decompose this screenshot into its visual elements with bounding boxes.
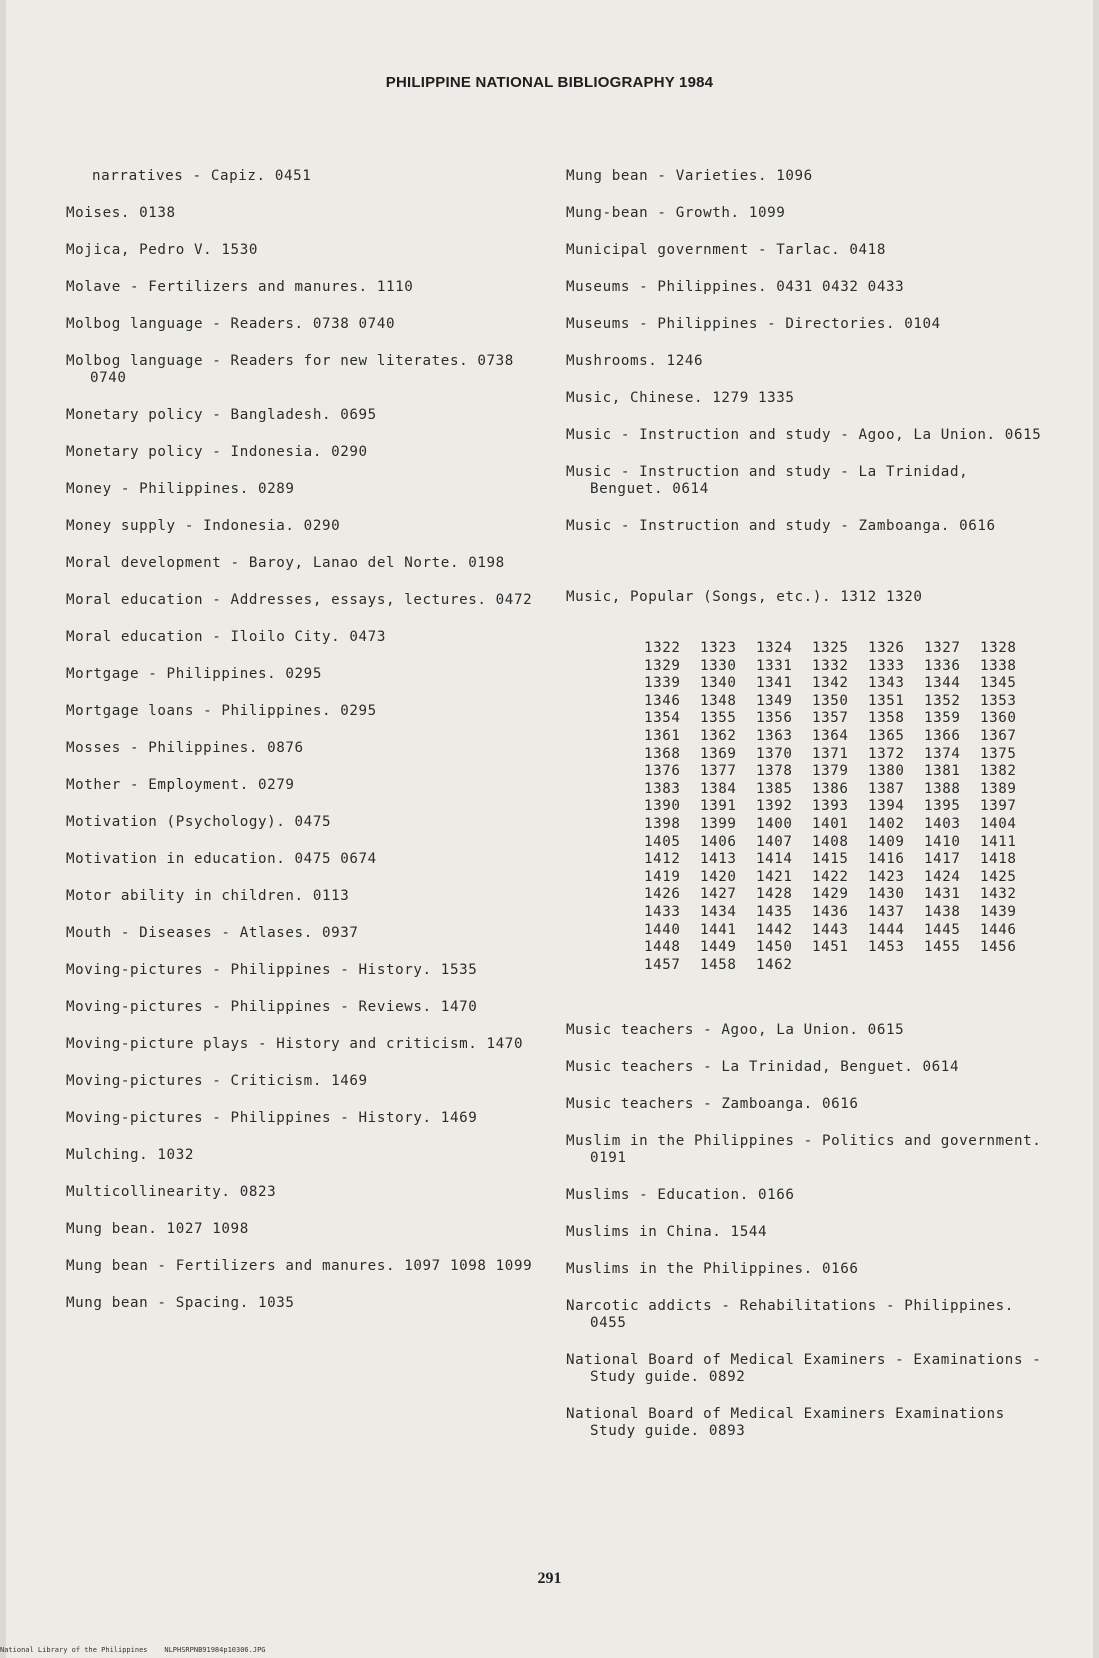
right-column: [566, 168, 1051, 1460]
index-entry: Music, Chinese. 1279 1335: [566, 390, 795, 406]
entry-number: 1338: [980, 657, 1017, 674]
entry-number: 1418: [980, 851, 1017, 868]
entry-number: 1353: [980, 692, 1017, 709]
entry-number: 1407: [756, 833, 793, 850]
entry-number: 1384: [700, 780, 737, 797]
music-popular-heading: Music, Popular (Songs, etc.). 1312 1320: [566, 589, 923, 605]
entry-number: 1345: [980, 675, 1017, 692]
index-entry: Mortgage loans - Philippines. 0295: [66, 703, 377, 719]
index-entry: Moral education - Iloilo City. 0473: [66, 629, 386, 645]
entry-number: 1449: [700, 939, 737, 956]
index-entry: Moving-pictures - Philippines - History. 1535: [66, 962, 478, 978]
number-row: [644, 886, 1046, 904]
entry-number: 1416: [868, 851, 905, 868]
right-page-edge: [1093, 0, 1099, 1658]
number-row: [644, 763, 1046, 781]
entry-number: 1361: [644, 727, 681, 744]
entry-number: 1446: [980, 921, 1017, 938]
entry-number: 1342: [812, 675, 849, 692]
entry-number: 1405: [644, 833, 681, 850]
page-title: PHILIPPINE NATIONAL BIBLIOGRAPHY 1984: [385, 74, 714, 91]
entry-number: 1341: [756, 675, 793, 692]
entry-number: 1323: [700, 640, 737, 656]
number-row: [644, 851, 1046, 869]
entry-number: 1346: [644, 692, 681, 709]
entry-number: 1440: [644, 921, 681, 938]
index-entry: Motivation in education. 0475 0674: [66, 851, 377, 867]
entry-number: 1348: [700, 692, 737, 709]
entry-number: 1370: [756, 745, 793, 762]
entry-number: 1421: [756, 868, 793, 885]
entry-number: 1420: [700, 868, 737, 885]
music-popular-numbers: [644, 640, 1046, 974]
entry-number: 1397: [980, 798, 1017, 815]
number-row: [644, 781, 1046, 799]
entry-number: 1451: [812, 939, 849, 956]
entry-number: 1393: [812, 798, 849, 815]
entry-number: 1441: [700, 921, 737, 938]
entry-number: 1453: [868, 939, 905, 956]
entry-number: 1383: [644, 780, 681, 797]
entry-number: 1403: [924, 815, 961, 832]
entry-number: 1377: [700, 763, 737, 780]
index-entry: narratives - Capiz. 0451: [92, 168, 312, 184]
entry-number: 1430: [868, 886, 905, 903]
number-row: [644, 728, 1046, 746]
entry-number: 1331: [756, 657, 793, 674]
entry-number: 1462: [756, 956, 793, 973]
entry-number: 1427: [700, 886, 737, 903]
index-entry: Monetary policy - Indonesia. 0290: [66, 444, 368, 460]
entry-number: 1382: [980, 763, 1017, 780]
entry-number: 1367: [980, 727, 1017, 744]
index-entry: Narcotic addicts - Rehabilitations - Philippines. 0455: [566, 1298, 1024, 1332]
entry-number: 1380: [868, 763, 905, 780]
entry-number: 1363: [756, 727, 793, 744]
entry-number: 1424: [924, 868, 961, 885]
index-entry: Mung bean - Spacing. 1035: [66, 1295, 295, 1311]
index-entry: Motor ability in children. 0113: [66, 888, 350, 904]
entry-number: 1371: [812, 745, 849, 762]
index-entry: Muslims - Education. 0166: [566, 1187, 795, 1204]
page-number: 291: [537, 1570, 562, 1587]
index-entry: Muslims in China. 1544: [566, 1224, 768, 1241]
entry-number: 1414: [756, 851, 793, 868]
entry-number: 1365: [868, 727, 905, 744]
entry-number: 1336: [924, 657, 961, 674]
entry-number: 1402: [868, 815, 905, 832]
entry-number: 1408: [812, 833, 849, 850]
entry-number: 1422: [812, 868, 849, 885]
entry-number: 1426: [644, 886, 681, 903]
number-row: [644, 658, 1046, 676]
entry-number: 1332: [812, 657, 849, 674]
entry-number: 1435: [756, 903, 793, 920]
entry-number: 1333: [868, 657, 905, 674]
index-entry: Municipal government - Tarlac. 0418: [566, 242, 886, 258]
index-entry: Music teachers - Zamboanga. 0616: [566, 1096, 859, 1113]
index-entry: Mosses - Philippines. 0876: [66, 740, 304, 756]
index-entry: Muslim in the Philippines - Politics and government. 0191: [566, 1133, 1051, 1167]
index-entry: Monetary policy - Bangladesh. 0695: [66, 407, 377, 423]
index-entry: Multicollinearity. 0823: [66, 1184, 277, 1200]
index-entry: Museums - Philippines. 0431 0432 0433: [566, 279, 905, 295]
entry-number: 1429: [812, 886, 849, 903]
index-entry: Mung bean. 1027 1098: [66, 1221, 249, 1237]
entry-number: 1322: [644, 640, 681, 656]
entry-number: 1432: [980, 886, 1017, 903]
index-entry: Mung bean - Fertilizers and manures. 1097 1098 1099: [66, 1258, 533, 1274]
entry-number: 1455: [924, 939, 961, 956]
entry-number: 1344: [924, 675, 961, 692]
entry-number: 1378: [756, 763, 793, 780]
entry-number: 1339: [644, 675, 681, 692]
entry-number: 1404: [980, 815, 1017, 832]
entry-number: 1431: [924, 886, 961, 903]
entry-number: 1386: [812, 780, 849, 797]
entry-number: 1412: [644, 851, 681, 868]
entry-number: 1357: [812, 710, 849, 727]
index-entry: Moving-picture plays - History and criticism. 1470: [66, 1036, 524, 1052]
entry-number: 1415: [812, 851, 849, 868]
entry-number: 1433: [644, 903, 681, 920]
entry-number: 1356: [756, 710, 793, 727]
number-row: [644, 675, 1046, 693]
entry-number: 1364: [812, 727, 849, 744]
entry-number: 1385: [756, 780, 793, 797]
entry-number: 1358: [868, 710, 905, 727]
index-entry: Music - Instruction and study - Zamboanga. 0616: [566, 518, 996, 534]
entry-number: 1411: [980, 833, 1017, 850]
index-entry: Mulching. 1032: [66, 1147, 194, 1163]
entry-number: 1398: [644, 815, 681, 832]
entry-number: 1324: [756, 640, 793, 656]
entry-number: 1437: [868, 903, 905, 920]
index-entry: Muslims in the Philippines. 0166: [566, 1261, 859, 1278]
entry-number: 1350: [812, 692, 849, 709]
entry-number: 1423: [868, 868, 905, 885]
entry-number: 1355: [700, 710, 737, 727]
entry-number: 1387: [868, 780, 905, 797]
index-entry: Molbog language - Readers for new literates. 0738 0740: [66, 353, 524, 386]
number-row: [644, 798, 1046, 816]
entry-number: 1410: [924, 833, 961, 850]
entry-number: 1392: [756, 798, 793, 815]
entry-number: 1362: [700, 727, 737, 744]
number-row: [644, 746, 1046, 764]
entry-number: 1359: [924, 710, 961, 727]
index-entry: Money - Philippines. 0289: [66, 481, 295, 497]
number-row: [644, 640, 1046, 658]
number-row: [644, 939, 1046, 957]
entry-number: 1388: [924, 780, 961, 797]
entry-number: 1329: [644, 657, 681, 674]
entry-number: 1413: [700, 851, 737, 868]
entry-number: 1436: [812, 903, 849, 920]
entry-number: 1425: [980, 868, 1017, 885]
number-row: [644, 710, 1046, 728]
entry-number: 1400: [756, 815, 793, 832]
entry-number: 1442: [756, 921, 793, 938]
entry-number: 1374: [924, 745, 961, 762]
entry-number: 1376: [644, 763, 681, 780]
number-row: [644, 869, 1046, 887]
index-entry: Museums - Philippines - Directories. 0104: [566, 316, 941, 332]
entry-number: 1349: [756, 692, 793, 709]
entry-number: 1438: [924, 903, 961, 920]
index-entry: Music teachers - La Trinidad, Benguet. 0614: [566, 1059, 960, 1076]
index-entry: Moving-pictures - Philippines - Reviews. 1470: [66, 999, 478, 1015]
number-row: [644, 816, 1046, 834]
left-column: [66, 168, 546, 1332]
entry-number: 1369: [700, 745, 737, 762]
index-entry: Molbog language - Readers. 0738 0740: [66, 316, 396, 332]
entry-number: 1326: [868, 640, 905, 656]
number-row: [644, 904, 1046, 922]
entry-number: 1389: [980, 780, 1017, 797]
index-entry: Music teachers - Agoo, La Union. 0615: [566, 1022, 905, 1039]
number-row: [644, 922, 1046, 940]
entry-number: 1434: [700, 903, 737, 920]
entry-number: 1375: [980, 745, 1017, 762]
entry-number: 1406: [700, 833, 737, 850]
index-entry: Music - Instruction and study - Agoo, La Union. 0615: [566, 427, 1042, 443]
index-entry: Money supply - Indonesia. 0290: [66, 518, 341, 534]
entry-number: 1352: [924, 692, 961, 709]
entry-number: 1390: [644, 798, 681, 815]
entry-number: 1379: [812, 763, 849, 780]
index-entry: Moral education - Addresses, essays, lectures. 0472: [66, 592, 533, 608]
entry-number: 1327: [924, 640, 961, 656]
entry-number: 1401: [812, 815, 849, 832]
entry-number: 1395: [924, 798, 961, 815]
index-entry: Moving-pictures - Criticism. 1469: [66, 1073, 368, 1089]
index-entry: Moving-pictures - Philippines - History. 1469: [66, 1110, 478, 1126]
entry-number: 1354: [644, 710, 681, 727]
index-entry: Moises. 0138: [66, 205, 176, 221]
entry-number: 1325: [812, 640, 849, 656]
index-entry: Mojica, Pedro V. 1530: [66, 242, 258, 258]
index-entry: Moral development - Baroy, Lanao del Norte. 0198: [66, 555, 505, 571]
entry-number: 1391: [700, 798, 737, 815]
index-entry: Music - Instruction and study - La Trinidad, Benguet. 0614: [566, 464, 978, 497]
music-popular-entry: [566, 555, 1046, 1008]
number-row: [644, 834, 1046, 852]
entry-number: 1368: [644, 745, 681, 762]
entry-number: 1360: [980, 710, 1017, 727]
entry-number: 1340: [700, 675, 737, 692]
index-entry: Motivation (Psychology). 0475: [66, 814, 332, 830]
entry-number: 1458: [700, 956, 737, 973]
index-entry: Mortgage - Philippines. 0295: [66, 666, 322, 682]
index-entry: Mouth - Diseases - Atlases. 0937: [66, 925, 359, 941]
entry-number: 1409: [868, 833, 905, 850]
index-entry: National Board of Medical Examiners Examinations Study guide. 0893: [566, 1406, 1014, 1440]
entry-number: 1372: [868, 745, 905, 762]
entry-number: 1417: [924, 851, 961, 868]
entry-number: 1394: [868, 798, 905, 815]
number-row: [644, 693, 1046, 711]
entry-number: 1445: [924, 921, 961, 938]
entry-number: 1448: [644, 939, 681, 956]
index-entry: Mung-bean - Growth. 1099: [566, 205, 786, 221]
entry-number: 1381: [924, 763, 961, 780]
entry-number: 1366: [924, 727, 961, 744]
entry-number: 1330: [700, 657, 737, 674]
entry-number: 1399: [700, 815, 737, 832]
index-entry: Molave - Fertilizers and manures. 1110: [66, 279, 414, 295]
entry-number: 1419: [644, 868, 681, 885]
index-entry: Mushrooms. 1246: [566, 353, 704, 369]
entry-number: 1443: [812, 921, 849, 938]
number-row: [644, 957, 1046, 975]
entry-number: 1457: [644, 956, 681, 973]
entry-number: 1444: [868, 921, 905, 938]
left-page-edge: [0, 0, 6, 1658]
entry-number: 1450: [756, 939, 793, 956]
entry-number: 1351: [868, 692, 905, 709]
entry-number: 1456: [980, 939, 1017, 956]
entry-number: 1328: [980, 640, 1017, 656]
entry-number: 1428: [756, 886, 793, 903]
index-entry: Mung bean - Varieties. 1096: [566, 168, 813, 184]
index-entry: National Board of Medical Examiners - Examinations - Study guide. 0892: [566, 1352, 1051, 1386]
scan-footer: National Library of the Philippines NLPHSRPNB91984p10306.JPG: [0, 1646, 266, 1654]
entry-number: 1439: [980, 903, 1017, 920]
index-entry: Mother - Employment. 0279: [66, 777, 295, 793]
entry-number: 1343: [868, 675, 905, 692]
